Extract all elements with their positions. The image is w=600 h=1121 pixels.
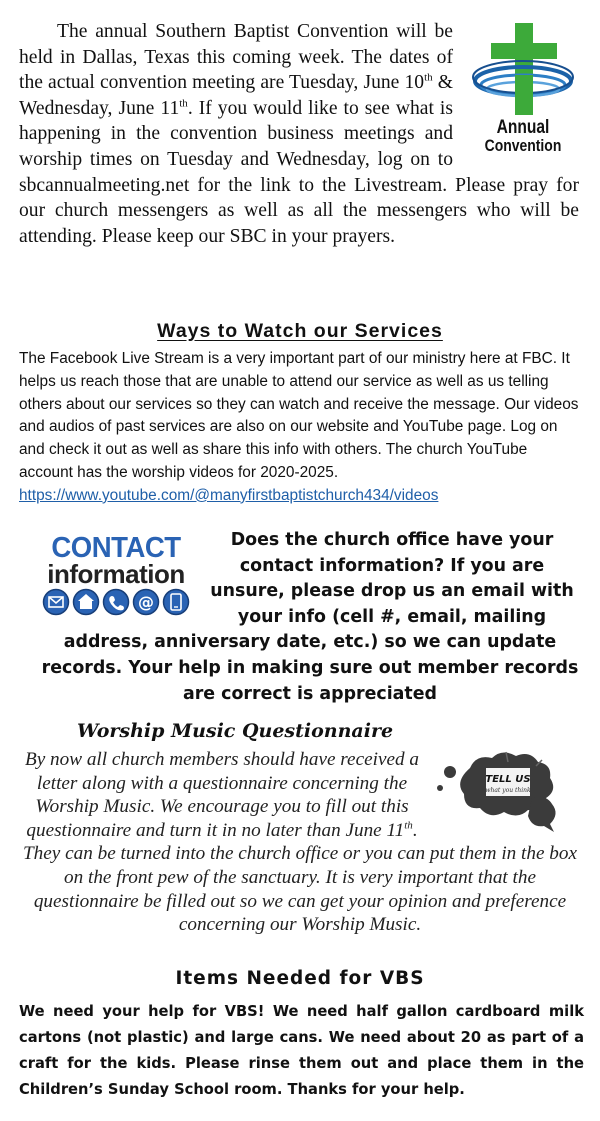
tell-us-bubble-image [430,748,580,832]
convention-section [19,19,579,249]
vbs-paragraph: We need your help for VBS! We need half gallon cardboard milk cartons (not plastic) and large cans. We need about 20 as part of a craft for the kids. Please rinse them out and place them in the Children’s Sunday School room. Thanks for your help. [19,1003,584,1098]
youtube-link[interactable]: https://www.youtube.com/@manyfirstbaptistchurch434/videos [19,486,439,504]
vbs-heading: Items Needed for VBS [175,968,425,989]
svg-text:@: @ [138,592,154,612]
watch-heading: Ways to Watch our Services [157,320,443,342]
contact-word: CONTACT [51,532,181,564]
convention-paragraph: The annual Southern Baptist Convention will be held in Dallas, Texas this coming week. The dates of the actual convention meeting are Tuesday, June 10th & Wednesday, June 11th. If you would like to see what is happening in the convention business meetings and worship times on Tuesday and Wednesday, log on to sbcannualmeeting.net for the link to the Livestream. Please pray for our church messengers as well as all the messengers who will be attending. Please keep our SBC in your prayers. [19,21,579,247]
logo-convention-label: Convention [484,136,562,155]
contact-paragraph: Does the church office have your contact information? If you are unsure, please drop us an email with your info (cell #, email, mailing address, anniversary date, etc.) so we can update records. Your help in making sure out member records are correct is appreciated [41,530,579,704]
information-word: information [47,559,185,589]
music-heading: Worship Music Questionnaire [76,720,394,742]
tell-us-label: TELL US [485,774,531,785]
logo-annual-label: Annual [496,117,550,138]
watch-paragraph: The Facebook Live Stream is a very important part of our ministry here at FBC. It helps us reach those that are unable to attend our service as well as us telling others about our services so they can watch and receive the message. Our videos and audios of past services are also on our website and YouTube page. Log on and check it out as well as share this info with others. The church YouTube account has the worship videos for 2020-2025. https://www.youtube.com/@manyfirstbaptistchurch434/videos [19,350,579,504]
cross-swirl-icon [467,19,579,119]
annual-convention-logo [467,19,579,155]
music-paragraph: TELL US what you think By now all church members should have received a letter along with a questionnaire concerning the Worship Music. We encourage you to fill out this questionnaire and turn it in no later than June 11th. They can be turned into the church office or you can put them in the box on the front pew of the sanctuary. It is very important that the questionnaire be filled out so we can get your opinion and preference concerning our Worship Music. [20,748,580,937]
tell-us-sub-label: what you think [485,787,531,794]
